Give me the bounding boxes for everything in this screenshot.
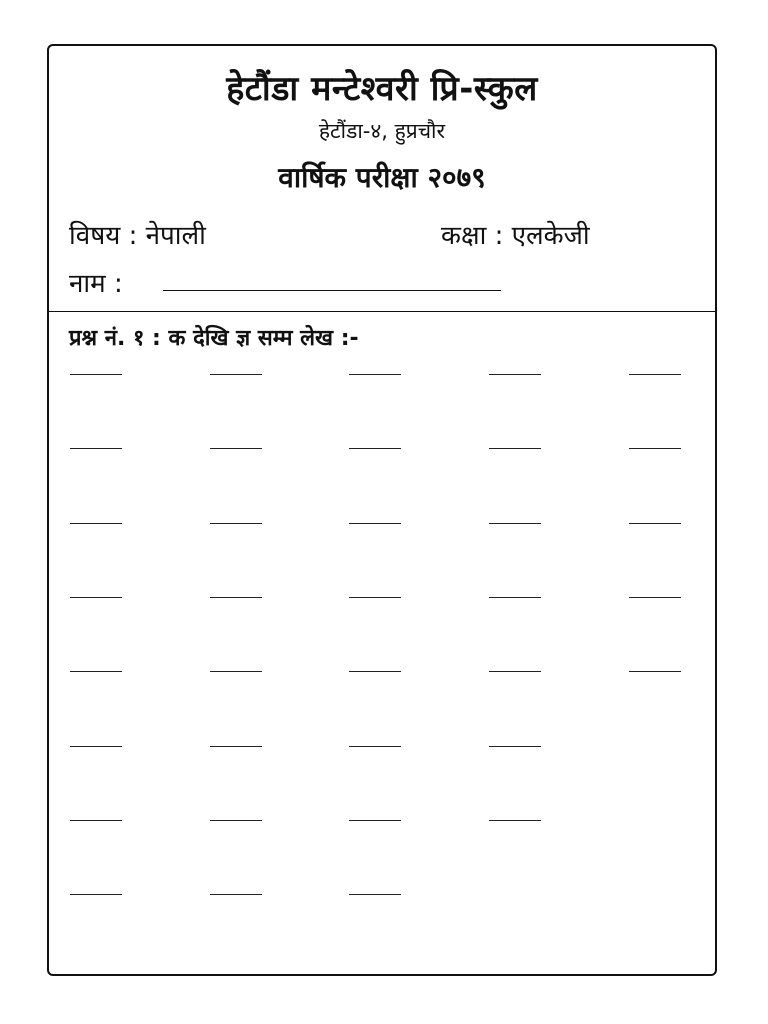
answer-blank[interactable] (210, 374, 262, 375)
answer-blank[interactable] (70, 820, 122, 821)
answer-blank[interactable] (489, 597, 541, 598)
answer-blank[interactable] (70, 671, 122, 672)
answer-blank[interactable] (210, 523, 262, 524)
answer-blank[interactable] (210, 894, 262, 895)
answer-blank[interactable] (210, 820, 262, 821)
answer-blank[interactable] (349, 671, 401, 672)
school-address: हेटौंडा-४, हुप्रचौर (318, 119, 446, 143)
answer-blank[interactable] (70, 746, 122, 747)
subject-label: विषय : नेपाली (69, 221, 206, 251)
answer-blank[interactable] (349, 894, 401, 895)
answer-blank[interactable] (629, 523, 681, 524)
answer-blank[interactable] (489, 746, 541, 747)
name-label: नाम : (69, 269, 123, 299)
answer-blank[interactable] (489, 523, 541, 524)
answer-blank[interactable] (210, 671, 262, 672)
answer-blank[interactable] (349, 523, 401, 524)
answer-blank[interactable] (349, 820, 401, 821)
answer-blank[interactable] (349, 374, 401, 375)
answer-blank[interactable] (210, 597, 262, 598)
question-1-text: प्रश्न नं. १ : क देखि ज्ञ सम्म लेख :- (69, 326, 359, 351)
answer-blank[interactable] (489, 671, 541, 672)
answer-blank[interactable] (70, 448, 122, 449)
answer-blank[interactable] (70, 374, 122, 375)
answer-blank[interactable] (349, 597, 401, 598)
answer-blanks (49, 46, 715, 974)
school-name: हेटौंडा मन्टेश्वरी प्रि-स्कुल (226, 69, 538, 109)
answer-blank[interactable] (70, 894, 122, 895)
answer-blank[interactable] (629, 448, 681, 449)
answer-blank[interactable] (70, 523, 122, 524)
answer-blank[interactable] (629, 597, 681, 598)
class-label: कक्षा : एलकेजी (441, 221, 590, 251)
answer-blank[interactable] (349, 746, 401, 747)
answer-blank[interactable] (489, 374, 541, 375)
exam-title: वार्षिक परीक्षा २०७९ (278, 161, 486, 194)
answer-blank[interactable] (210, 746, 262, 747)
answer-blank[interactable] (210, 448, 262, 449)
answer-blank[interactable] (70, 597, 122, 598)
answer-blank[interactable] (489, 820, 541, 821)
exam-sheet (47, 44, 717, 976)
answer-blank[interactable] (629, 374, 681, 375)
answer-blank[interactable] (349, 448, 401, 449)
answer-blank[interactable] (629, 671, 681, 672)
answer-blank[interactable] (489, 448, 541, 449)
